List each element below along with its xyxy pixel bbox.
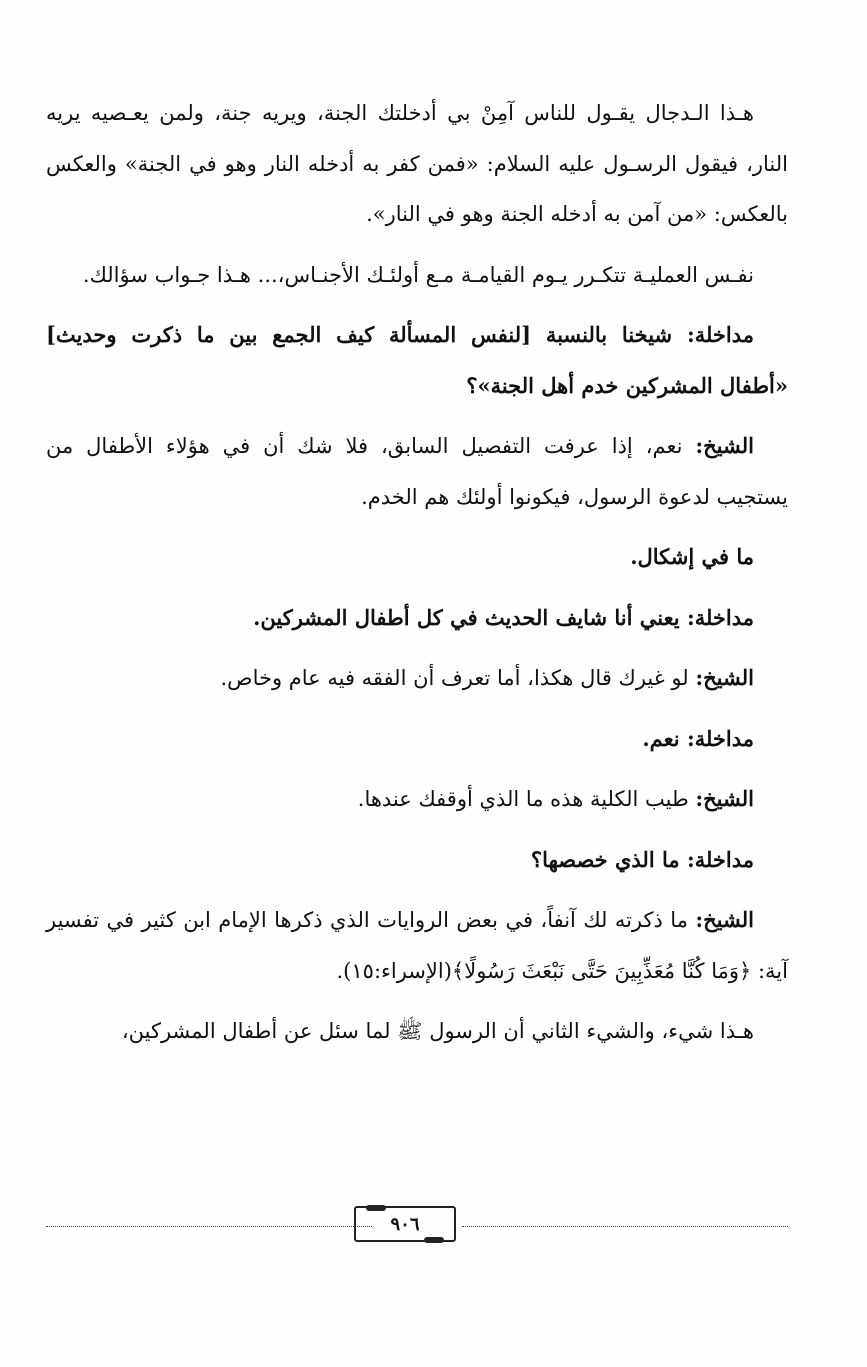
speaker-label: مداخلة: — [686, 846, 754, 872]
speaker-label: مداخلة: — [686, 604, 754, 630]
page-body — [46, 88, 788, 1067]
paragraph-text: يعني أنا شايف الحديث في كل أطفال المشركين. — [253, 604, 680, 630]
speaker-label: مداخلة: — [686, 322, 754, 347]
speaker-label: الشيخ: — [695, 433, 754, 458]
paragraph-text: نفـس العمليـة تتكـرر يـوم القيامـة مـع أولئـك الأجنـاس،... هـذا جـواب سؤالك. — [82, 262, 754, 287]
speaker-label: الشيخ: — [695, 907, 754, 932]
paragraph-text: طيب الكلية هذه ما الذي أوقفك عندها. — [357, 787, 689, 811]
paragraph-text: ما في إشكال. — [630, 544, 754, 569]
paragraph-text: هـذا شيء، والشيء الثاني أن الرسول ﷺ لما سئل عن أطفال المشركين، — [121, 1019, 754, 1043]
speaker-label: الشيخ: — [695, 665, 754, 690]
frame-ornament-icon — [424, 1237, 444, 1243]
paragraph — [46, 1006, 788, 1057]
paragraph — [46, 593, 788, 644]
paragraph-text: ما الذي خصصها؟ — [531, 846, 680, 872]
paragraph-text: نعم، إذا عرفت التفصيل السابق، فلا شك أن في هؤلاء الأطفال من يستجيب لدعوة الرسول، فيكونوا أولئك هم الخدم. — [46, 434, 788, 509]
paragraph-text: شيخنا بالنسبة [لنفس المسألة كيف الجمع بين ما ذكرت وحديث] «أطفال المشركين خدم أهل الجنة»؟ — [46, 322, 788, 398]
paragraph — [46, 421, 788, 522]
paragraph — [46, 653, 788, 704]
speaker-label: مداخلة: — [686, 725, 754, 751]
frame-ornament-icon — [366, 1205, 386, 1211]
paragraph-text: نعم. — [642, 725, 680, 751]
page-number: ٩٠٦ — [390, 1213, 420, 1235]
paragraph — [46, 714, 788, 765]
paragraph — [46, 250, 788, 301]
paragraph — [46, 532, 788, 583]
paragraph — [46, 774, 788, 825]
paragraph — [46, 835, 788, 886]
paragraph-text: لو غيرك قال هكذا، أما تعرف أن الفقه فيه عام وخاص. — [220, 666, 689, 690]
paragraph — [46, 895, 788, 996]
footer-rule-left — [46, 1226, 372, 1227]
footer-rule-right — [462, 1226, 788, 1227]
speaker-label: الشيخ: — [695, 786, 754, 811]
paragraph — [46, 310, 788, 411]
page-footer — [46, 1206, 788, 1246]
paragraph-text: ما ذكرته لك آنفاً، في بعض الروايات الذي ذكرها الإمام ابن كثير في تفسير آية: ﴿وَمَا كُنَّا مُعَذِّبِينَ حَتَّى نَبْعَثَ رَسُولًا﴾(الإسراء:١٥). — [46, 908, 788, 983]
paragraph — [46, 88, 788, 240]
paragraph-text: هـذا الـدجال يقـول للناس آمِنْ بي أدخلتك الجنة، ويريه جنة، ولمن يعـصيه يريه النار، فيقول الرسـول عليه السلام: «فمن كفر به أدخله النار وهو في الجنة» والعكس بالعكس: «من آمن به أدخله الجنة وهو في النار». — [46, 101, 788, 226]
page-number-frame — [354, 1206, 456, 1242]
